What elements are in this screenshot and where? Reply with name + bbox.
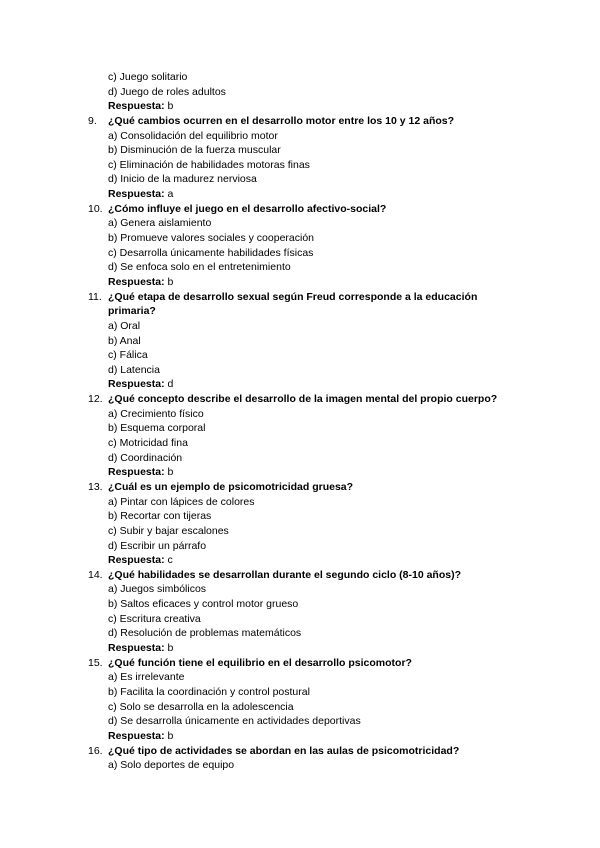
answer-option: c) Eliminación de habilidades motoras finas — [108, 158, 310, 171]
answer-line — [88, 377, 528, 392]
answer-option: d) Escribir un párrafo — [108, 539, 207, 552]
answer-line — [88, 465, 528, 480]
answer-option: b) Facilita la coordinación y control postural — [108, 685, 310, 698]
question-block — [88, 290, 528, 393]
answer-line — [88, 641, 528, 656]
answer-option: a) Pintar con lápices de colores — [108, 495, 255, 508]
answer-line — [88, 275, 528, 290]
answer-option: a) Solo deportes de equipo — [108, 759, 235, 772]
answer-value: a — [167, 188, 174, 201]
question-number: 14. — [88, 568, 103, 581]
answer-value: b — [167, 642, 174, 655]
question-label: ¿Qué etapa de desarrollo sexual según Freud corresponde a la educación primaria? — [108, 290, 478, 318]
answer-value: b — [167, 275, 174, 288]
answer-option: a) Crecimiento físico — [108, 407, 204, 420]
answer-line — [88, 99, 528, 114]
answer-option: d) Coordinación — [108, 451, 183, 464]
answer-label: Respuesta: — [108, 466, 165, 479]
question-block — [88, 202, 528, 290]
answer-option: b) Recortar con tijeras — [108, 510, 212, 523]
answer-label: Respuesta: — [108, 188, 165, 201]
question-number: 13. — [88, 480, 103, 493]
question-number: 10. — [88, 202, 103, 215]
answer-option: c) Juego solitario — [108, 71, 188, 83]
answer-value: d — [167, 378, 174, 391]
answer-option: b) Esquema corporal — [108, 422, 206, 435]
answer-option: a) Consolidación del equilibrio motor — [108, 129, 278, 142]
question-block — [88, 656, 528, 744]
answer-option: d) Juego de roles adultos — [108, 85, 226, 98]
question-block — [88, 568, 528, 656]
answer-option: a) Oral — [108, 319, 141, 332]
answer-value: b — [167, 466, 174, 479]
question-block — [88, 480, 528, 568]
question-block — [88, 114, 528, 202]
question-block — [88, 392, 528, 480]
answer-option: a) Juegos simbólicos — [108, 583, 207, 596]
answer-label: Respuesta: — [108, 275, 165, 288]
answer-option: c) Solo se desarrolla en la adolescencia — [108, 700, 294, 713]
question-text — [88, 568, 528, 583]
answer-option: c) Desarrolla únicamente habilidades físicas — [108, 246, 314, 259]
question-text — [88, 114, 528, 129]
answer-option: d) Inicio de la madurez nerviosa — [108, 173, 257, 186]
answer-option: c) Escritura creativa — [108, 612, 201, 625]
question-text — [88, 290, 528, 319]
question-text — [88, 480, 528, 495]
answer-line — [88, 187, 528, 202]
answer-line — [88, 553, 528, 568]
question-label: ¿Qué tipo de actividades se abordan en las aulas de psicomotricidad? — [108, 744, 460, 757]
answer-line — [88, 729, 528, 744]
question-number: 9. — [88, 114, 97, 127]
answer-value: b — [167, 729, 174, 742]
question-block — [88, 744, 528, 773]
question-number: 12. — [88, 393, 103, 406]
answer-value: c — [167, 554, 173, 567]
answer-label: Respuesta: — [108, 729, 165, 742]
question-number: 15. — [88, 656, 103, 669]
answer-label: Respuesta: — [108, 554, 165, 567]
question-text — [88, 392, 528, 407]
answer-option: d) Latencia — [108, 363, 160, 376]
answer-option: c) Motricidad fina — [108, 437, 188, 450]
document-page — [88, 70, 528, 773]
question-list — [88, 114, 528, 773]
answer-label: Respuesta: — [108, 100, 165, 113]
question-label: ¿Qué función tiene el equilibrio en el desarrollo psicomotor? — [108, 656, 412, 669]
question-text — [88, 656, 528, 671]
question-text — [88, 744, 528, 759]
answer-label: Respuesta: — [108, 378, 165, 391]
answer-option: b) Disminución de la fuerza muscular — [108, 144, 281, 157]
answer-option: c) Fálica — [108, 349, 148, 362]
answer-option: b) Promueve valores sociales y cooperación — [108, 232, 315, 245]
question-number: 11. — [88, 290, 102, 303]
previous-question-continuation — [88, 70, 528, 114]
answer-option: b) Anal — [108, 334, 141, 347]
question-number: 16. — [88, 744, 103, 757]
question-label: ¿Cuál es un ejemplo de psicomotricidad gruesa? — [108, 480, 354, 493]
question-label: ¿Qué habilidades se desarrollan durante el segundo ciclo (8-10 años)? — [108, 568, 462, 581]
answer-option: a) Genera aislamiento — [108, 217, 212, 230]
question-text — [88, 202, 528, 217]
answer-option: c) Subir y bajar escalones — [108, 524, 229, 537]
answer-option: a) Es irrelevante — [108, 671, 185, 684]
answer-value: b — [167, 100, 174, 113]
answer-option: b) Saltos eficaces y control motor grueso — [108, 598, 299, 611]
answer-option: d) Se desarrolla únicamente en actividades deportivas — [108, 715, 361, 728]
question-label: ¿Qué cambios ocurren en el desarrollo motor entre los 10 y 12 años? — [108, 114, 455, 127]
question-label: ¿Cómo influye el juego en el desarrollo afectivo-social? — [108, 202, 387, 215]
answer-option: d) Resolución de problemas matemáticos — [108, 627, 302, 640]
answer-option: d) Se enfoca solo en el entretenimiento — [108, 261, 291, 274]
answer-label: Respuesta: — [108, 642, 165, 655]
question-label: ¿Qué concepto describe el desarrollo de la imagen mental del propio cuerpo? — [108, 393, 498, 406]
